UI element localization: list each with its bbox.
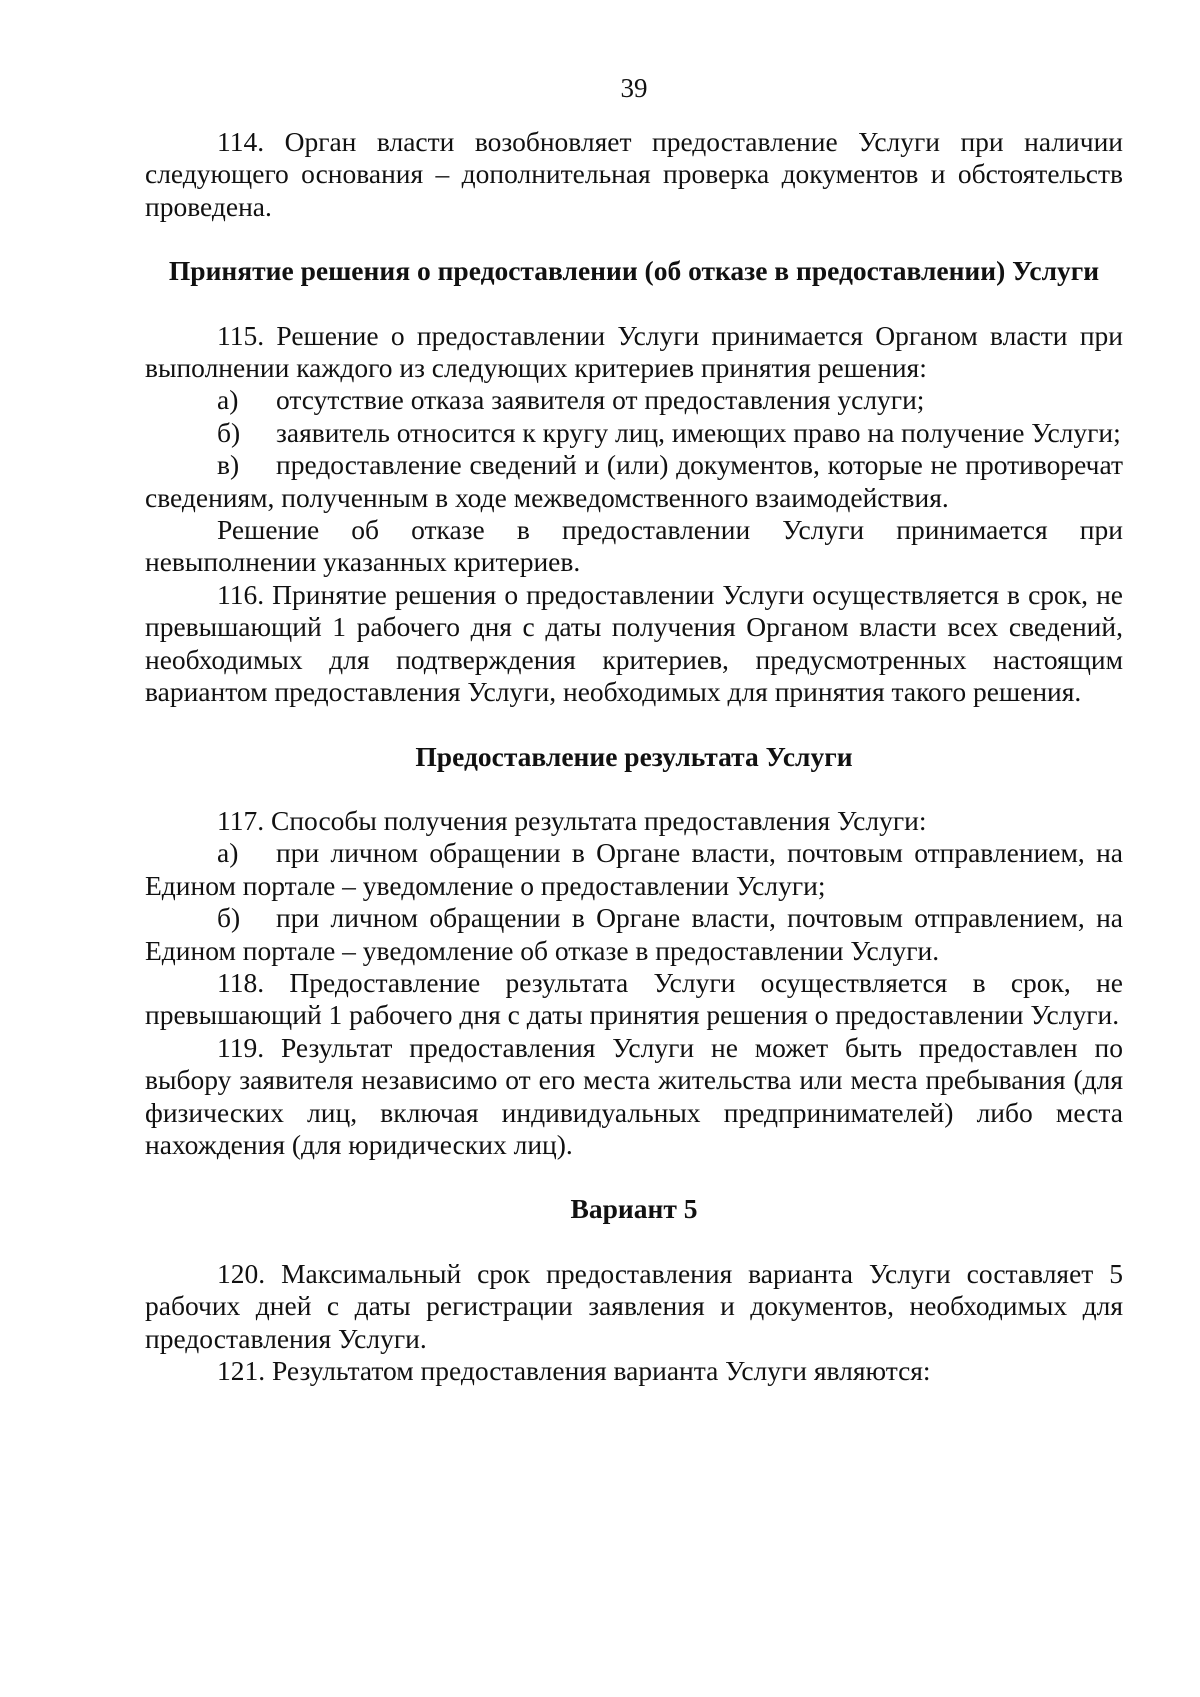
section-heading-decision: Принятие решения о предоставлении (об отказе в предоставлении) Услуги	[168, 255, 1100, 287]
paragraph-121: 121. Результатом предоставления варианта Услуги являются:	[217, 1355, 931, 1386]
paragraph-115-refusal: Решение об отказе в предоставлении Услуги принимается при невыполнении указанных критериев.	[145, 514, 1123, 578]
list-marker: б)	[217, 902, 241, 934]
list-item-115b	[145, 417, 1123, 449]
document-body	[145, 126, 1123, 1387]
list-marker: а)	[217, 384, 239, 416]
paragraph-116: 116. Принятие решения о предоставлении Услуги осуществляется в срок, не превышающий 1 рабочего дня с даты получения Органом власти всех сведений, необходимых для подтверждения критериев, предусмотренных настоящим вариантом предоставления Услуги, необходимых для принятия такого решения.	[145, 578, 1123, 708]
list-item-text: при личном обращении в Органе власти, почтовым отправлением, на Едином портале – уведомление о предоставлении Услуги;	[145, 837, 1123, 901]
paragraph-114: 114. Орган власти возобновляет предоставление Услуги при наличии следующего основания – дополнительная проверка документов и обстоятельств проведена.	[145, 126, 1123, 222]
page-number: 39	[620, 73, 648, 103]
list-marker: а)	[217, 837, 239, 869]
list-item-117a	[145, 837, 1123, 902]
list-marker: б)	[217, 416, 241, 448]
list-item-text: заявитель относится к кругу лиц, имеющих право на получение Услуги;	[276, 416, 1121, 448]
paragraph-120: 120. Максимальный срок предоставления варианта Услуги составляет 5 рабочих дней с даты регистрации заявления и документов, необходимых для предоставления Услуги.	[145, 1257, 1123, 1354]
paragraph-115: 115. Решение о предоставлении Услуги принимается Органом власти при выполнении каждого из следующих критериев принятия решения:	[145, 319, 1123, 384]
list-item-115c	[145, 449, 1123, 514]
list-item-text: отсутствие отказа заявителя от предоставления услуги;	[276, 384, 925, 416]
list-marker: в)	[217, 449, 240, 481]
paragraph-117: 117. Способы получения результата предоставления Услуги:	[217, 804, 927, 836]
list-item-115a	[145, 384, 1123, 416]
list-item-117b	[145, 902, 1123, 967]
paragraph-118: 118. Предоставление результата Услуги осуществляется в срок, не превышающий 1 рабочего дня с даты принятия решения о предоставлении Услуги.	[145, 966, 1123, 1031]
list-item-text: предоставление сведений и (или) документов, которые не противоречат сведениям, полученным в ходе межведомственного взаимодействия.	[145, 449, 1123, 513]
paragraph-119: 119. Результат предоставления Услуги не может быть предоставлен по выбору заявителя независимо от его места жительства или места пребывания (для физических лиц, включая индивидуальных предпринимателей) либо места нахождения (для юридических лиц).	[145, 1031, 1123, 1160]
list-item-text: при личном обращении в Органе власти, почтовым отправлением, на Едином портале – уведомление об отказе в предоставлении Услуги.	[145, 902, 1123, 966]
section-heading-result: Предоставление результата Услуги	[415, 740, 853, 772]
section-heading-variant-5: Вариант 5	[570, 1193, 698, 1225]
